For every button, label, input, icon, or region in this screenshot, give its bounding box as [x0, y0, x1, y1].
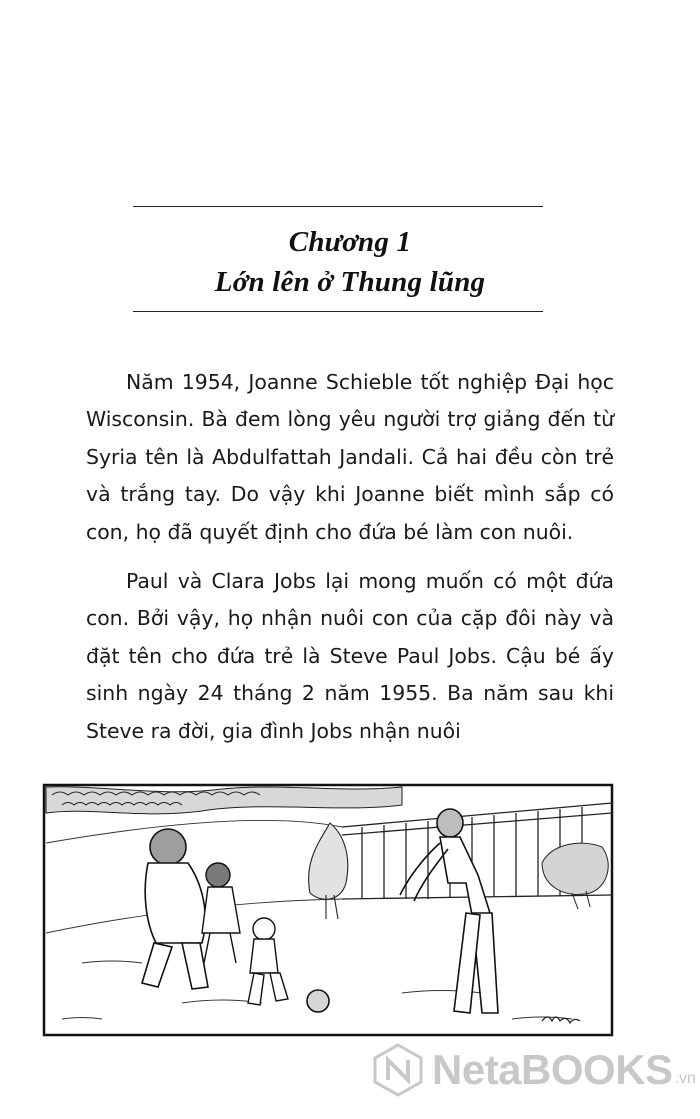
- netabooks-logo-icon: [370, 1042, 426, 1098]
- watermark-suffix: .vn: [674, 1070, 696, 1087]
- paragraph-2: Paul và Clara Jobs lại mong muốn có một đứa con. Bởi vậy, họ nhận nuôi con của cặp đôi này và đặt tên cho đứa trẻ là Steve Paul Jobs. Cậu bé ấy sinh ngày 24 tháng 2 năm 1955. Ba năm sau khi Steve ra đời, gia đình Jobs nhận nuôi: [86, 569, 614, 743]
- top-rule: [133, 206, 543, 207]
- chapter-body: [86, 364, 614, 750]
- chapter-number: Chương 1: [288, 226, 412, 258]
- paragraph-1: Năm 1954, Joanne Schieble tốt nghiệp Đại học Wisconsin. Bà đem lòng yêu người trợ giảng đến từ Syria tên là Abdulfattah Jandali. Cả hai đều còn trẻ và trắng tay. Do vậy khi Joanne biết mình sắp có con, họ đã quyết định cho đứa bé làm con nuôi.: [86, 370, 614, 544]
- ball: [307, 990, 329, 1012]
- watermark-brand: NetaBOOKS: [432, 1046, 673, 1093]
- watermark: [370, 1038, 700, 1102]
- bottom-rule: [133, 311, 543, 312]
- chapter-title: Lớn lên ở Thung lũng: [214, 266, 486, 298]
- family-yard-illustration: [42, 783, 614, 1037]
